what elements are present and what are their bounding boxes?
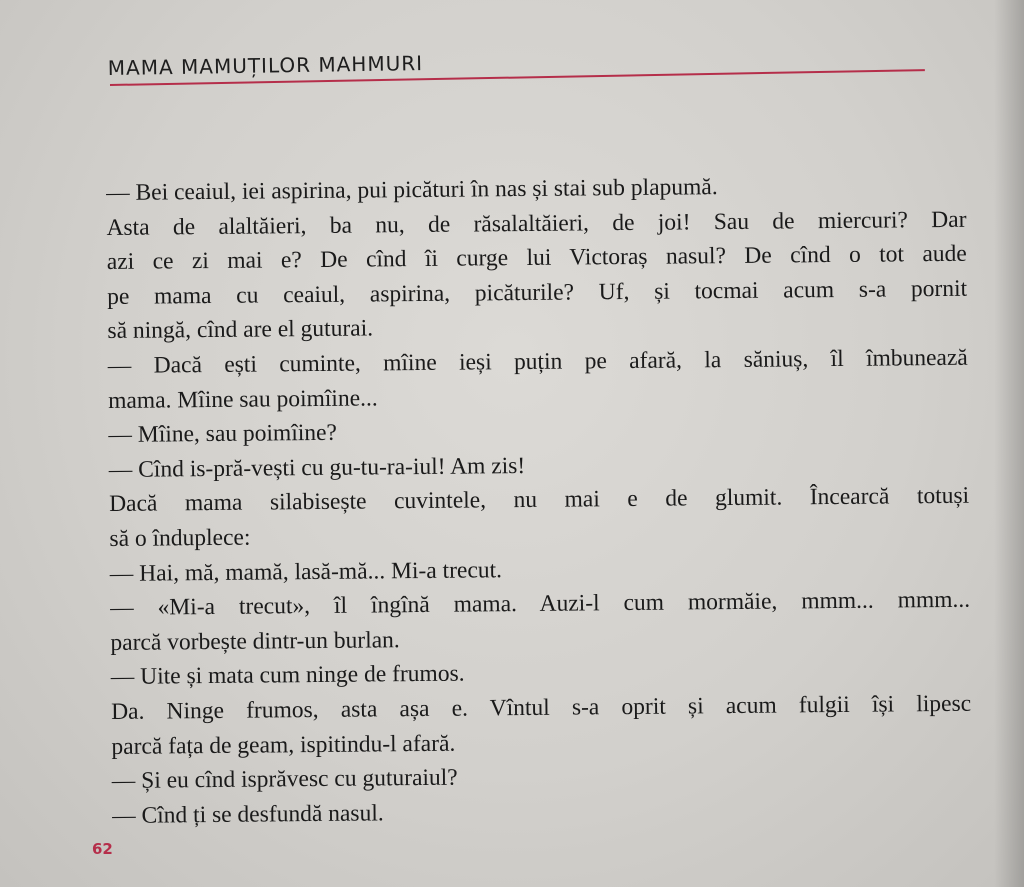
text-line: — Și eu cînd isprăvesc cu guturaiul? bbox=[111, 764, 458, 795]
text-line: — Mîine, sau poimîine? bbox=[108, 419, 338, 449]
text-line: azi ce zi mai e? De cînd îi curge lui Victoraș nasul? De cînd o tot aude bbox=[106, 240, 967, 276]
text-line: să ningă, cînd are el guturai. bbox=[107, 315, 374, 345]
text-line: — «Mi-a trecut», îl îngînă mama. Auzi-l cum mormăie, mmm... mmm... bbox=[110, 586, 971, 622]
text-line: parcă vorbește dintr-un burlan. bbox=[110, 626, 400, 656]
text-line: mama. Mîine sau poimîine... bbox=[108, 384, 378, 414]
text-line: — Hai, mă, mamă, lasă-mă... Mi-a trecut. bbox=[109, 556, 503, 587]
text-line: — Cînd is-pră-vești cu gu-tu-ra-iul! Am zis! bbox=[108, 452, 526, 483]
text-line: Asta de alaltăieri, ba nu, de răsalaltăieri, de joi! Sau de miercuri? Dar bbox=[106, 206, 967, 241]
text-line: Dacă mama silabisește cuvintele, nu mai e de glumit. Încearcă totuși bbox=[109, 483, 970, 518]
body-text bbox=[106, 168, 972, 834]
text-line: — Dacă ești cuminte, mîine ieși puțin pe afară, la săniuș, îl îmbunează bbox=[107, 344, 968, 379]
text-line: — Bei ceaiul, iei aspirina, pui picături în nas și stai sub plapumă. bbox=[106, 174, 718, 206]
text-line: Da. Ninge frumos, asta așa e. Vîntul s-a oprit și acum fulgii își lipesc bbox=[111, 690, 972, 725]
text-line: — Uite și mata cum ninge de frumos. bbox=[110, 660, 465, 691]
text-line: — Cînd ți se desfundă nasul. bbox=[112, 800, 384, 829]
text-line: parcă fața de geam, ispitindu-l afară. bbox=[111, 730, 456, 760]
text-line: pe mama cu ceaiul, aspirina, picăturile? Uf, și tocmai acum s-a pornit bbox=[107, 275, 968, 310]
running-head: MAMA MAMUȚILOR MAHMURI bbox=[107, 51, 424, 80]
page-number: 62 bbox=[92, 840, 113, 858]
text-line: să o înduplece: bbox=[109, 524, 251, 552]
